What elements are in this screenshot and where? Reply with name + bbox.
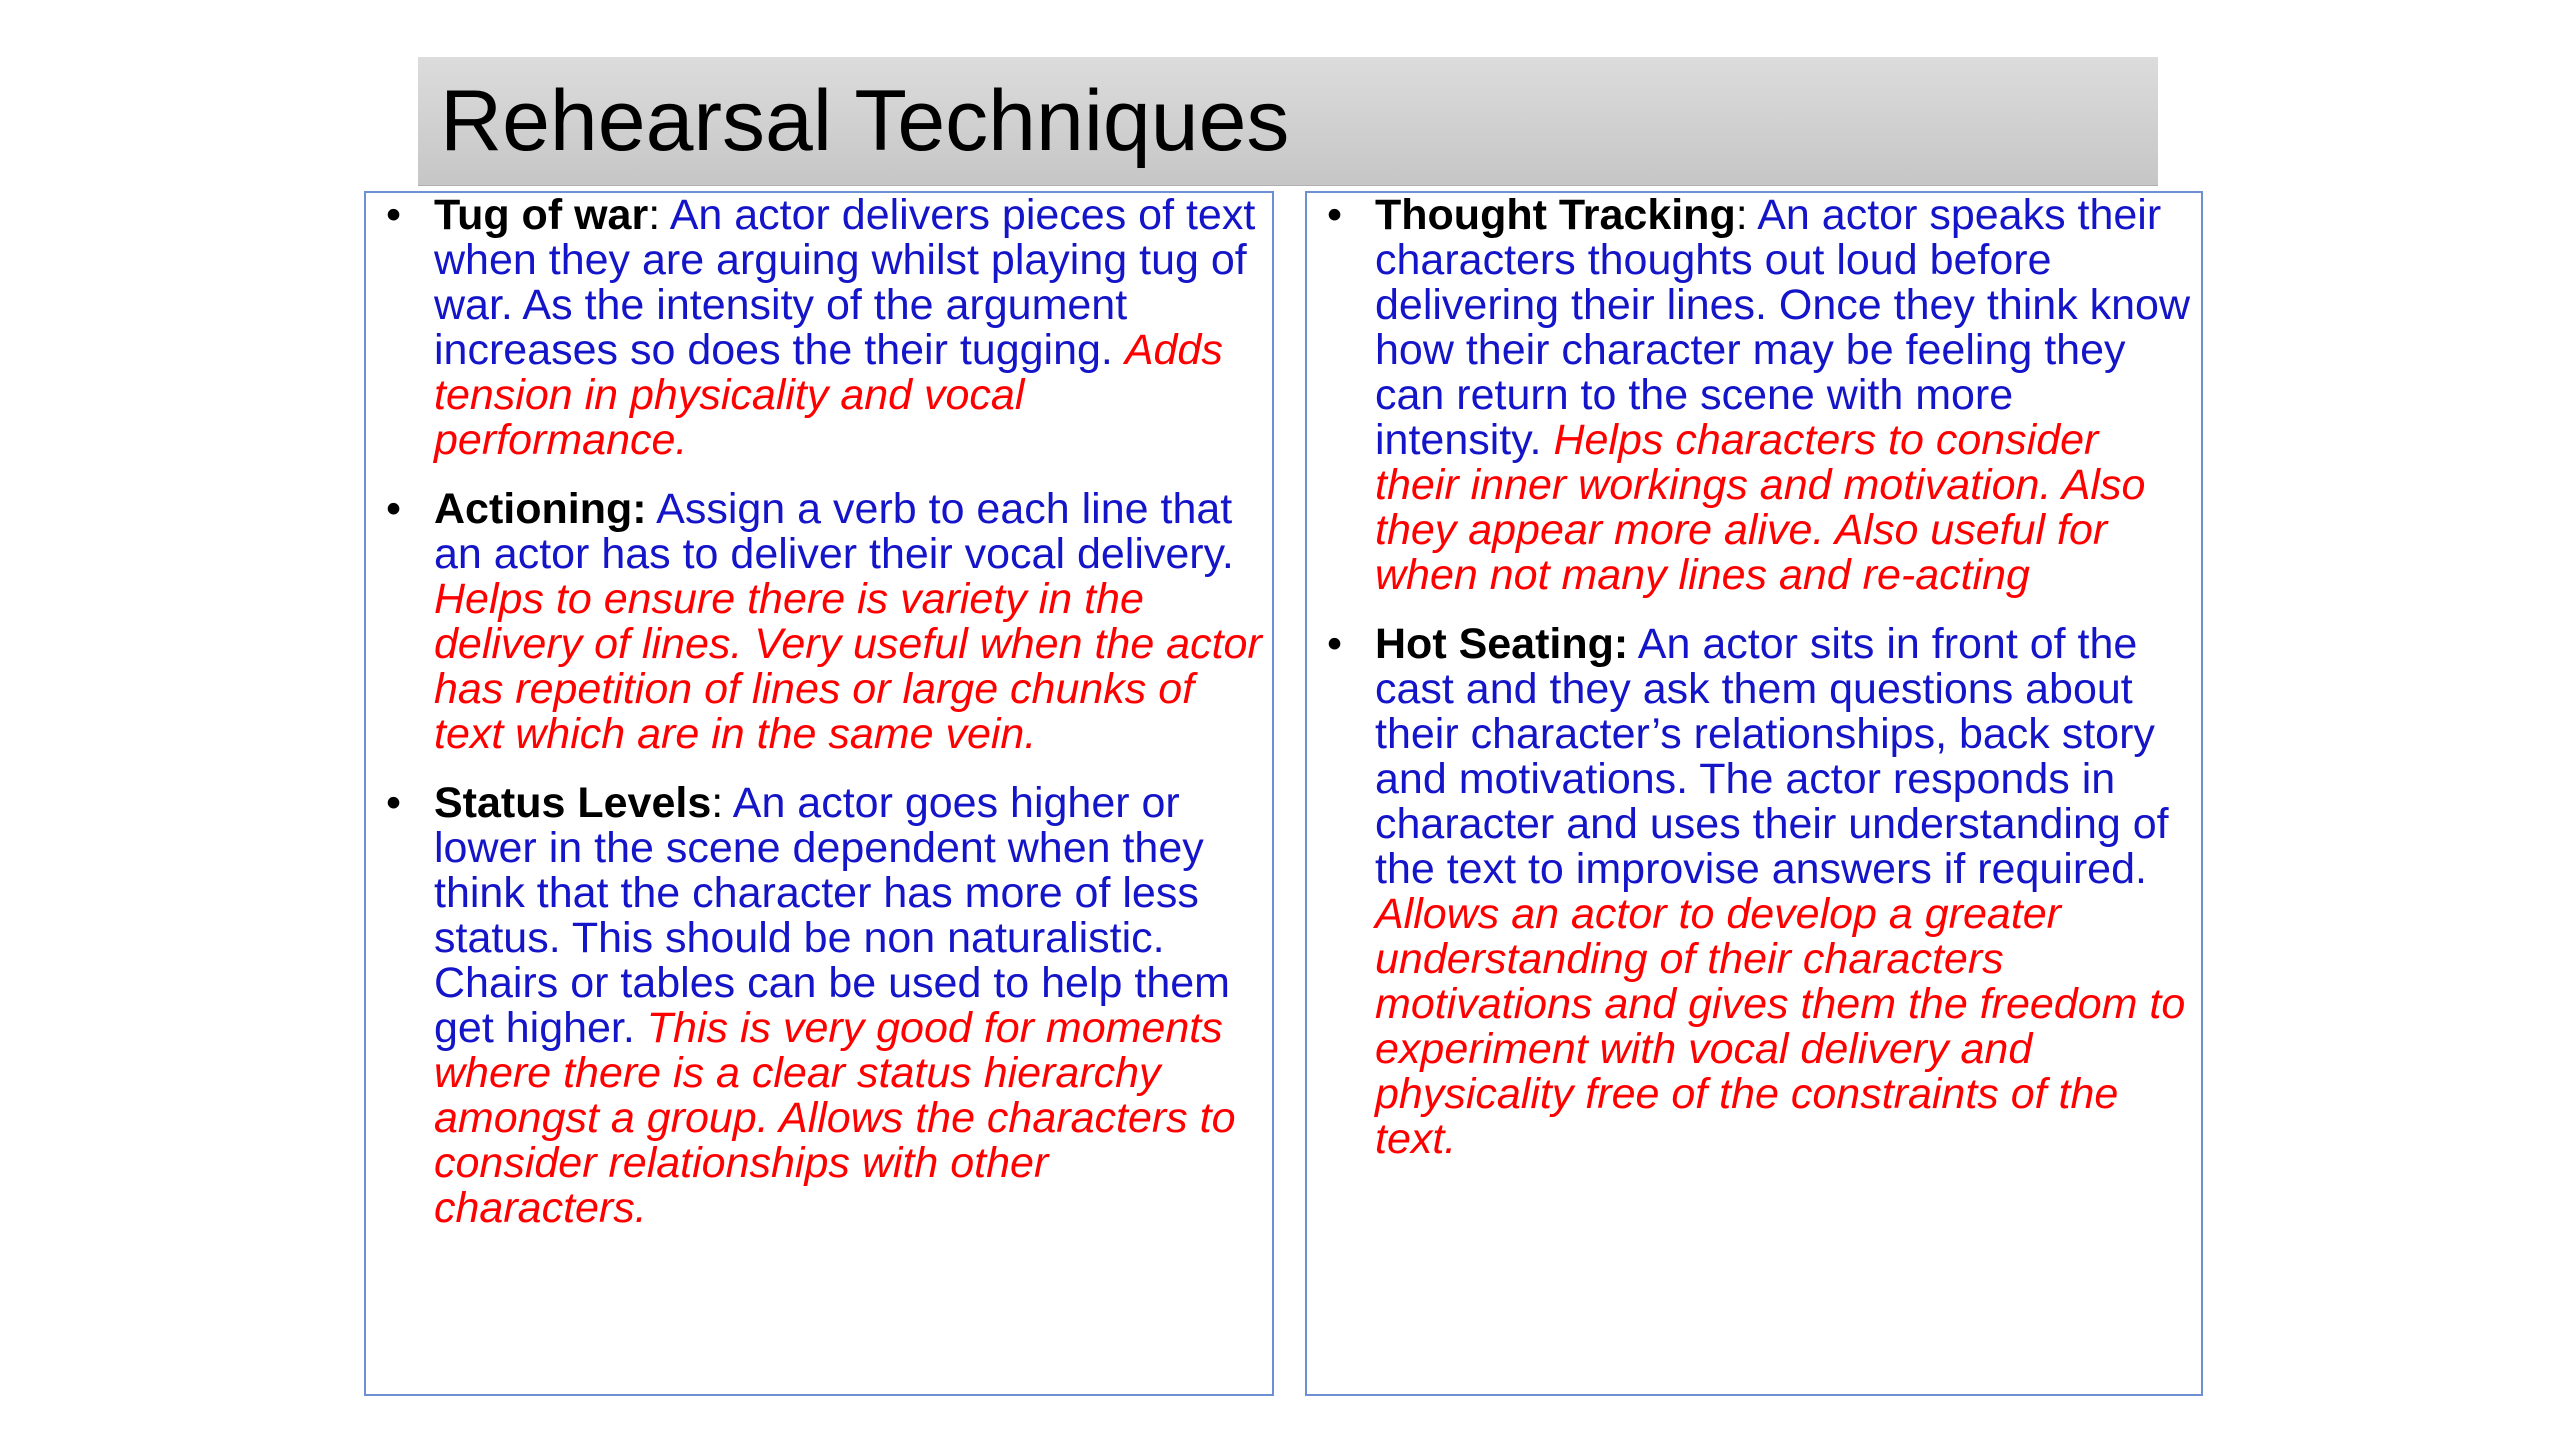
- right-text-panel: [1305, 191, 2203, 1396]
- technique-term: Status Levels: [434, 779, 712, 827]
- technique-benefit: Adds tension in physicality and vocal performance.: [434, 326, 1223, 464]
- technique-item-thought-tracking: [1307, 193, 2201, 598]
- technique-item-tug-of-war: [366, 193, 1272, 463]
- slide-title: Rehearsal Techniques: [440, 73, 1290, 169]
- bullet-icon: •: [1327, 191, 1343, 239]
- technique-benefit: This is very good for moments where there is a clear status hierarchy amongst a group. Allows the characters to consider relationships with other characters.: [434, 1004, 1236, 1232]
- technique-separator: :: [711, 779, 733, 827]
- technique-separator: :: [648, 191, 670, 239]
- slide-title-bar: [418, 57, 2158, 186]
- technique-description: An actor sits in front of the cast and they ask them questions about their character’s relationships, back story and motivations. The actor responds in character and uses their understanding of the text to improvise answers if required.: [1375, 620, 2169, 893]
- technique-benefit: Allows an actor to develop a greater understanding of their characters motivations and gives them the freedom to experiment with vocal delivery and physicality free of the constraints of the text.: [1375, 890, 2186, 1163]
- right-technique-list: [1307, 193, 2201, 1186]
- technique-description: An actor delivers pieces of text when they are arguing whilst playing tug of war. As the intensity of the argument increases so does the their tugging.: [434, 191, 1256, 374]
- technique-description: An actor goes higher or lower in the scene dependent when they think that the character has more of less status. This should be non naturalistic. Chairs or tables can be used to help them get higher.: [434, 779, 1230, 1052]
- technique-separator: [647, 485, 657, 533]
- bullet-icon: •: [386, 191, 402, 239]
- left-text-panel: [364, 191, 1274, 1396]
- bullet-icon: •: [386, 779, 402, 827]
- technique-term: Hot Seating:: [1375, 620, 1629, 668]
- technique-term: Thought Tracking: [1375, 191, 1736, 239]
- technique-item-actioning: [366, 487, 1272, 757]
- bullet-icon: •: [386, 485, 402, 533]
- technique-item-status-levels: [366, 781, 1272, 1231]
- technique-benefit: Helps characters to consider their inner workings and motivation. Also they appear more alive. Also useful for when not many lines and re-acting: [1375, 416, 2146, 599]
- bullet-icon: •: [1327, 620, 1343, 668]
- technique-term: Actioning:: [434, 485, 647, 533]
- technique-term: Tug of war: [434, 191, 649, 239]
- left-technique-list: [366, 193, 1272, 1255]
- technique-description: An actor speaks their characters thoughts out loud before delivering their lines. Once they think know how their character may be feeling they can return to the scene with more intensity.: [1375, 191, 2191, 464]
- technique-separator: :: [1735, 191, 1758, 239]
- technique-benefit: Helps to ensure there is variety in the delivery of lines. Very useful when the actor has repetition of lines or large chunks of text which are in the same vein.: [434, 575, 1262, 758]
- technique-separator: [1628, 620, 1638, 668]
- technique-description: Assign a verb to each line that an actor has to deliver their vocal delivery.: [434, 485, 1234, 578]
- technique-item-hot-seating: [1307, 622, 2201, 1162]
